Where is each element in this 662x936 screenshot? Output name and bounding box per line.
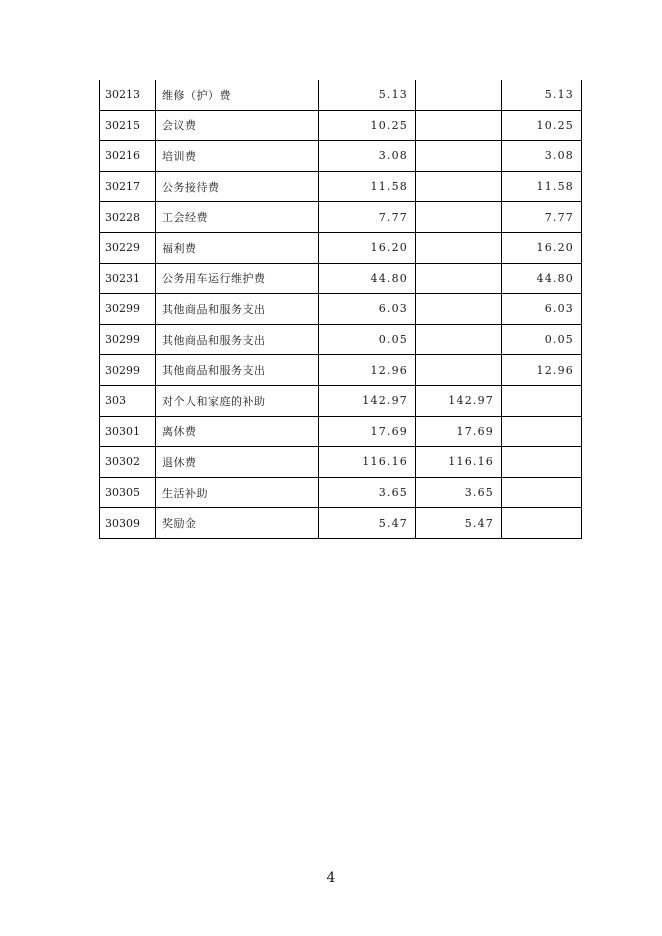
row-project-cell: 3.08 xyxy=(502,141,582,172)
table-row xyxy=(100,447,582,478)
row-name-cell: 退休费 xyxy=(156,447,319,478)
row-code-cell: 30231 xyxy=(100,263,156,294)
row-code-cell: 30309 xyxy=(100,508,156,539)
row-project-cell: 5.13 xyxy=(502,80,582,110)
row-total-cell: 10.25 xyxy=(319,110,416,141)
row-project-cell xyxy=(502,385,582,416)
row-basic-cell: 3.65 xyxy=(416,477,502,508)
row-code-cell: 30215 xyxy=(100,110,156,141)
table-row xyxy=(100,324,582,355)
row-code-cell: 30302 xyxy=(100,447,156,478)
table-row xyxy=(100,141,582,172)
row-basic-cell: 5.47 xyxy=(416,508,502,539)
row-total-cell: 7.77 xyxy=(319,202,416,233)
row-total-cell: 17.69 xyxy=(319,416,416,447)
row-project-cell xyxy=(502,416,582,447)
row-name-cell: 福利费 xyxy=(156,232,319,263)
table-row xyxy=(100,508,582,539)
row-name-cell: 其他商品和服务支出 xyxy=(156,294,319,325)
row-name-cell: 工会经费 xyxy=(156,202,319,233)
row-total-cell: 44.80 xyxy=(319,263,416,294)
table-row xyxy=(100,294,582,325)
row-basic-cell xyxy=(416,202,502,233)
row-basic-cell xyxy=(416,324,502,355)
table-row xyxy=(100,477,582,508)
row-total-cell: 116.16 xyxy=(319,447,416,478)
row-name-cell: 生活补助 xyxy=(156,477,319,508)
row-code-cell: 303 xyxy=(100,385,156,416)
row-name-cell: 维修（护）费 xyxy=(156,80,319,110)
row-name-cell: 其他商品和服务支出 xyxy=(156,324,319,355)
row-project-cell: 7.77 xyxy=(502,202,582,233)
row-project-cell: 16.20 xyxy=(502,232,582,263)
row-code-cell: 30216 xyxy=(100,141,156,172)
table-row xyxy=(100,110,582,141)
budget-table-body xyxy=(100,80,582,538)
row-code-cell: 30305 xyxy=(100,477,156,508)
row-name-cell: 对个人和家庭的补助 xyxy=(156,385,319,416)
row-name-cell: 培训费 xyxy=(156,141,319,172)
row-project-cell xyxy=(502,447,582,478)
row-basic-cell xyxy=(416,110,502,141)
row-basic-cell xyxy=(416,80,502,110)
row-total-cell: 6.03 xyxy=(319,294,416,325)
row-basic-cell xyxy=(416,171,502,202)
table-row xyxy=(100,202,582,233)
row-total-cell: 12.96 xyxy=(319,355,416,386)
row-total-cell: 11.58 xyxy=(319,171,416,202)
row-basic-cell xyxy=(416,141,502,172)
row-name-cell: 公务用车运行维护费 xyxy=(156,263,319,294)
row-basic-cell: 142.97 xyxy=(416,385,502,416)
row-basic-cell xyxy=(416,294,502,325)
budget-table xyxy=(99,80,582,539)
row-total-cell: 16.20 xyxy=(319,232,416,263)
row-project-cell: 0.05 xyxy=(502,324,582,355)
row-project-cell xyxy=(502,477,582,508)
row-project-cell: 10.25 xyxy=(502,110,582,141)
row-total-cell: 3.65 xyxy=(319,477,416,508)
row-total-cell: 0.05 xyxy=(319,324,416,355)
table-row xyxy=(100,385,582,416)
row-total-cell: 5.13 xyxy=(319,80,416,110)
row-total-cell: 3.08 xyxy=(319,141,416,172)
table-row xyxy=(100,232,582,263)
row-project-cell: 44.80 xyxy=(502,263,582,294)
row-code-cell: 30217 xyxy=(100,171,156,202)
row-name-cell: 会议费 xyxy=(156,110,319,141)
row-total-cell: 5.47 xyxy=(319,508,416,539)
row-name-cell: 公务接待费 xyxy=(156,171,319,202)
row-name-cell: 其他商品和服务支出 xyxy=(156,355,319,386)
row-project-cell: 11.58 xyxy=(502,171,582,202)
table-row xyxy=(100,416,582,447)
row-code-cell: 30299 xyxy=(100,324,156,355)
row-project-cell xyxy=(502,508,582,539)
row-code-cell: 30229 xyxy=(100,232,156,263)
row-code-cell: 30213 xyxy=(100,80,156,110)
row-code-cell: 30301 xyxy=(100,416,156,447)
row-name-cell: 奖励金 xyxy=(156,508,319,539)
row-basic-cell xyxy=(416,355,502,386)
row-project-cell: 12.96 xyxy=(502,355,582,386)
row-code-cell: 30299 xyxy=(100,294,156,325)
table-row xyxy=(100,263,582,294)
page-number: 4 xyxy=(326,870,336,886)
table-row xyxy=(100,171,582,202)
row-code-cell: 30299 xyxy=(100,355,156,386)
row-code-cell: 30228 xyxy=(100,202,156,233)
row-basic-cell: 17.69 xyxy=(416,416,502,447)
row-basic-cell: 116.16 xyxy=(416,447,502,478)
row-name-cell: 离休费 xyxy=(156,416,319,447)
table-row xyxy=(100,80,582,110)
row-total-cell: 142.97 xyxy=(319,385,416,416)
table-row xyxy=(100,355,582,386)
row-project-cell: 6.03 xyxy=(502,294,582,325)
row-basic-cell xyxy=(416,232,502,263)
row-basic-cell xyxy=(416,263,502,294)
